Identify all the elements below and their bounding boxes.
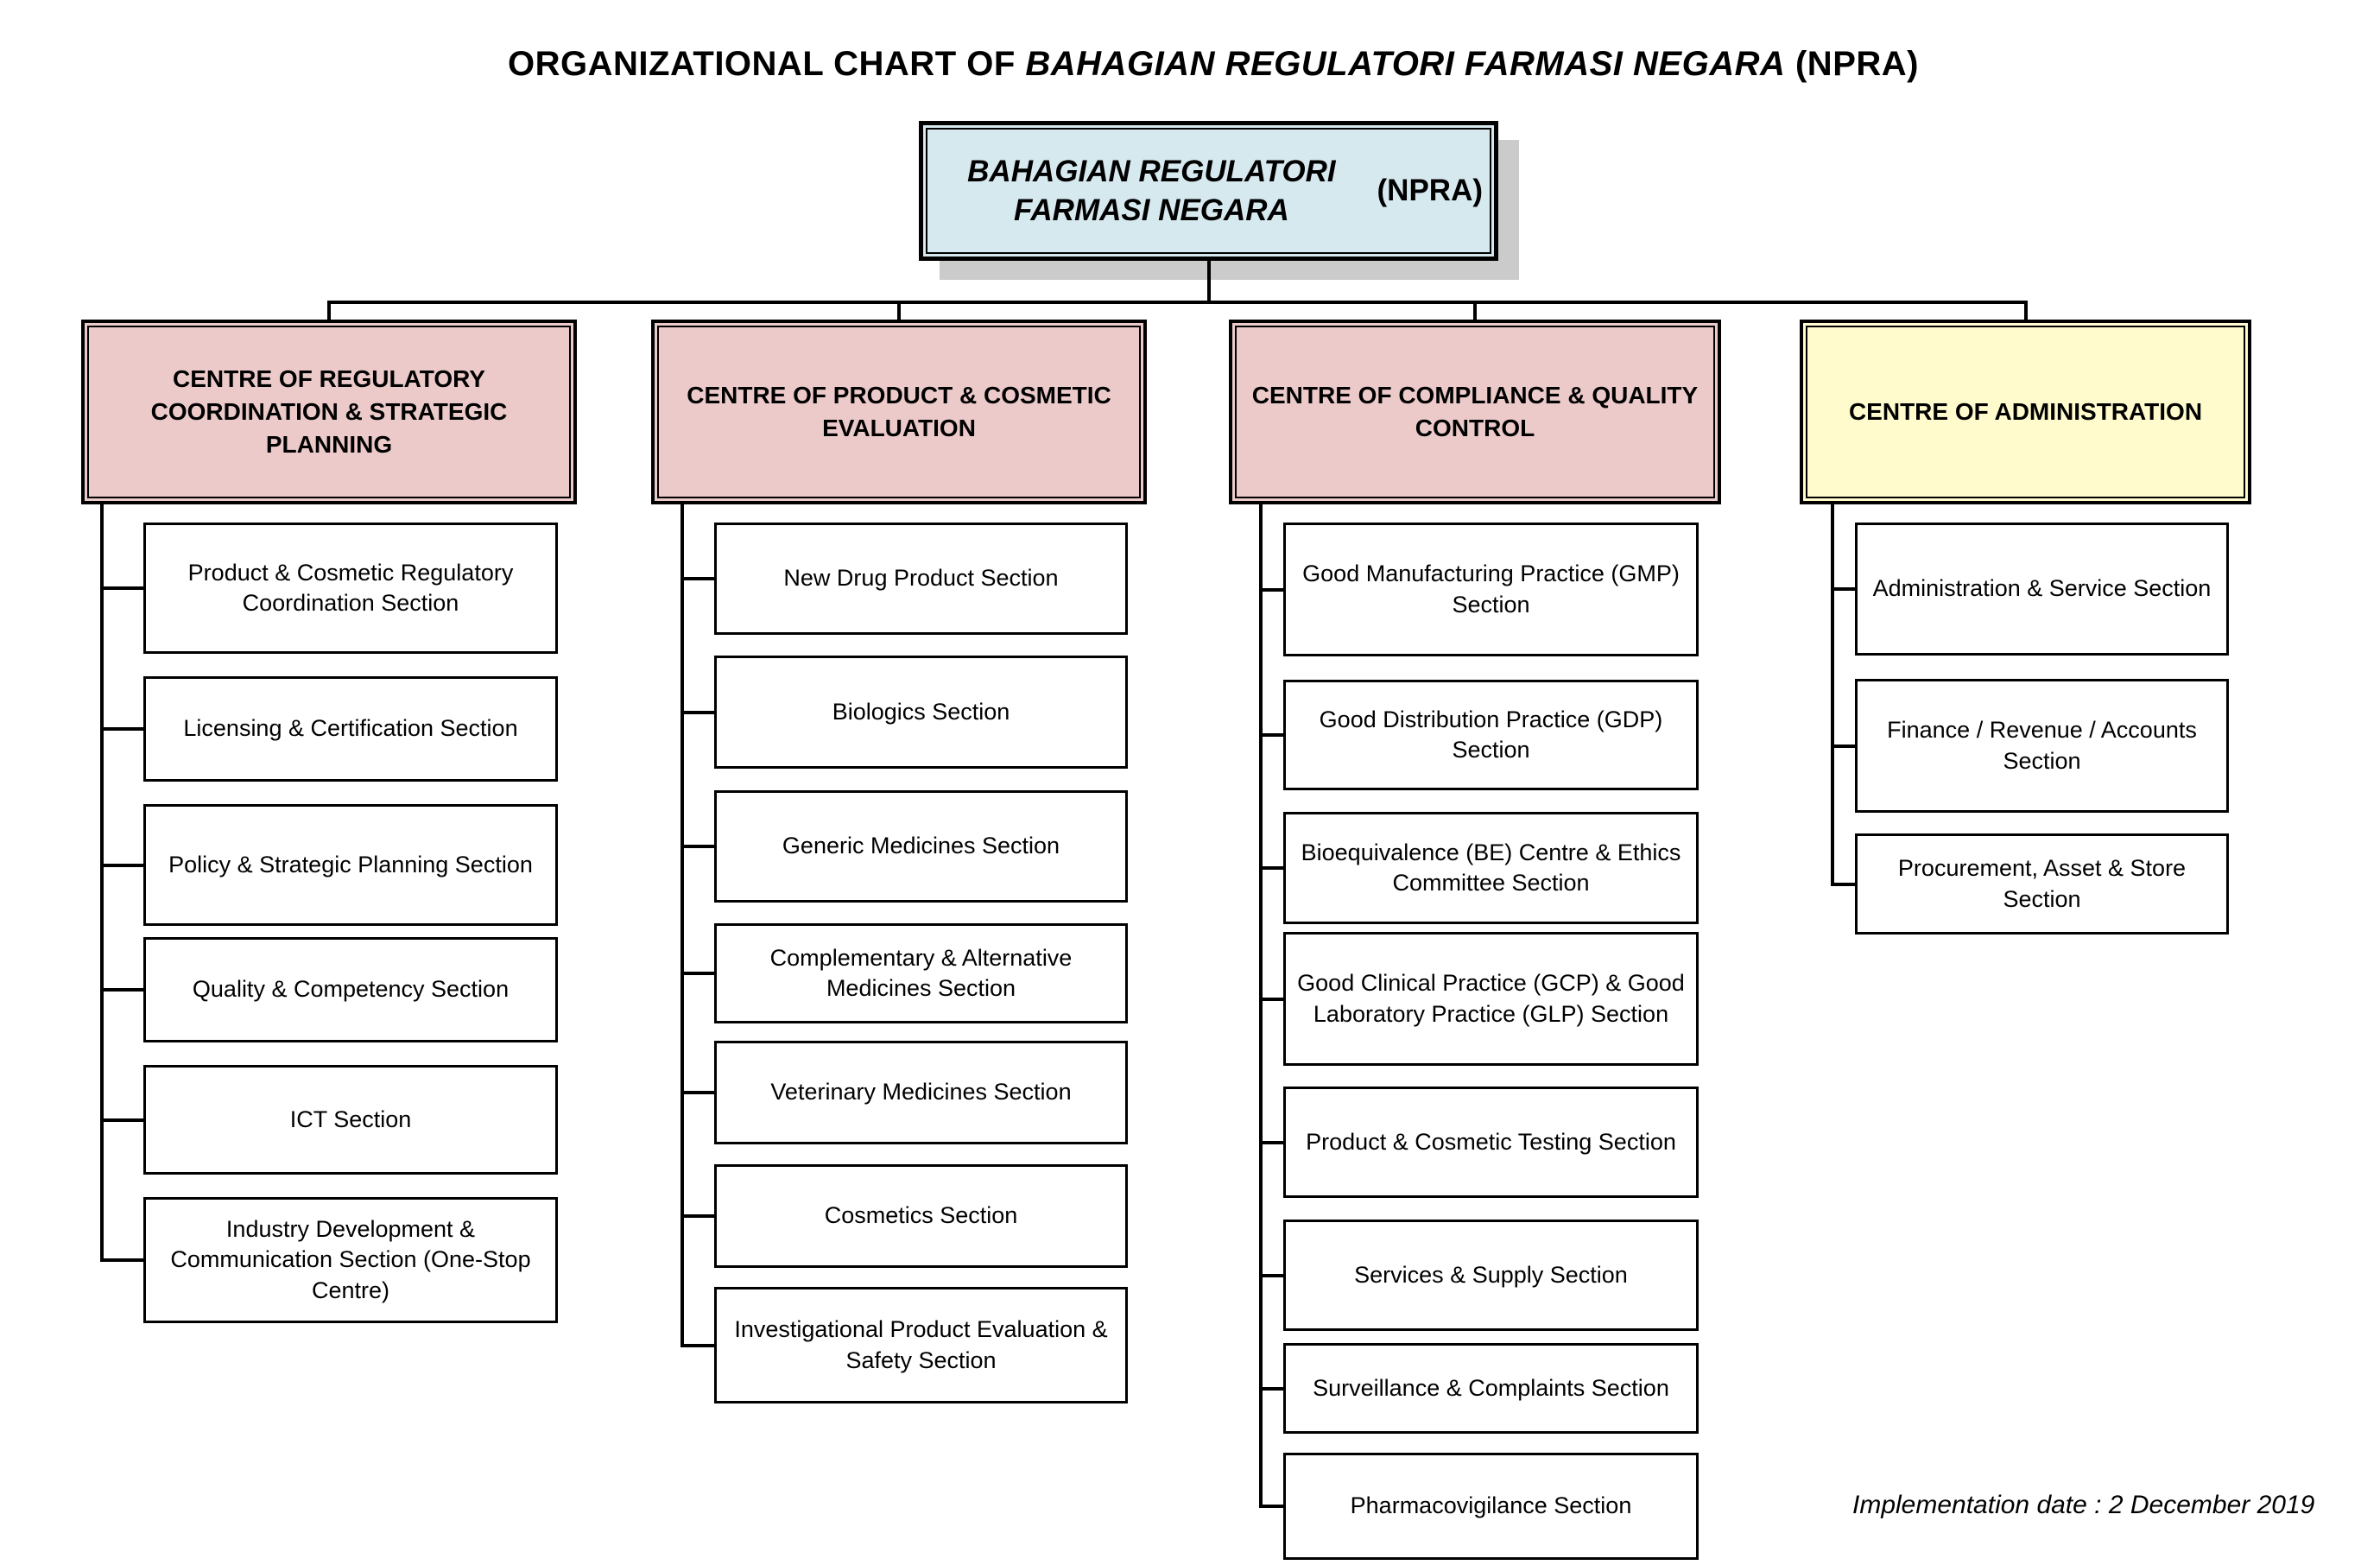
section-connector-line xyxy=(1261,1387,1283,1391)
column-trunk-line xyxy=(1259,504,1263,1508)
section-box: Cosmetics Section xyxy=(714,1164,1128,1268)
centre-box-label: CENTRE OF COMPLIANCE & QUALITY CONTROL xyxy=(1235,326,1715,498)
section-connector-line xyxy=(682,845,714,848)
centre-box-label: CENTRE OF PRODUCT & COSMETIC EVALUATION xyxy=(657,326,1141,498)
section-box: Good Manufacturing Practice (GMP) Section xyxy=(1283,523,1699,656)
section-box: Complementary & Alternative Medicines Section xyxy=(714,923,1128,1023)
implementation-date: Implementation date : 2 December 2019 xyxy=(1852,1491,2315,1519)
section-connector-line xyxy=(1261,1141,1283,1144)
section-box: Licensing & Certification Section xyxy=(143,676,558,782)
section-box: Product & Cosmetic Regulatory Coordination Section xyxy=(143,523,558,654)
section-connector-line xyxy=(102,586,143,590)
section-connector-line xyxy=(682,1214,714,1218)
section-box: Services & Supply Section xyxy=(1283,1220,1699,1331)
section-connector-line xyxy=(1261,588,1283,592)
connector-root-drop xyxy=(1207,261,1211,301)
section-connector-line xyxy=(1832,744,1855,748)
connector-stub-1 xyxy=(327,301,331,320)
section-connector-line xyxy=(1832,587,1855,591)
section-connector-line xyxy=(1832,883,1855,886)
section-box: Industry Development & Communication Section (One-Stop Centre) xyxy=(143,1197,558,1323)
section-box: Biologics Section xyxy=(714,656,1128,769)
section-connector-line xyxy=(1261,998,1283,1001)
column-trunk-line xyxy=(1831,504,1834,886)
section-connector-line xyxy=(1261,1274,1283,1277)
section-box: Policy & Strategic Planning Section xyxy=(143,804,558,926)
section-connector-line xyxy=(682,1344,714,1347)
connector-stub-4 xyxy=(2024,301,2028,320)
section-box: Product & Cosmetic Testing Section xyxy=(1283,1087,1699,1198)
centre-box-compliance-quality-control xyxy=(1229,320,1721,504)
section-connector-line xyxy=(1261,733,1283,737)
section-box: Investigational Product Evaluation & Safety Section xyxy=(714,1287,1128,1403)
connector-stub-3 xyxy=(1473,301,1477,320)
section-box: New Drug Product Section xyxy=(714,523,1128,635)
section-connector-line xyxy=(1261,1505,1283,1508)
page-title-italic: BAHAGIAN REGULATORI FARMASI NEGARA xyxy=(1025,45,1786,83)
section-box: Quality & Competency Section xyxy=(143,937,558,1042)
section-connector-line xyxy=(682,711,714,714)
section-box: Veterinary Medicines Section xyxy=(714,1041,1128,1144)
section-connector-line xyxy=(102,1118,143,1122)
centre-box-regulatory-coordination xyxy=(81,320,577,504)
section-connector-line xyxy=(102,727,143,731)
section-box: Good Clinical Practice (GCP) & Good Laboratory Practice (GLP) Section xyxy=(1283,932,1699,1066)
centre-box-label: CENTRE OF ADMINISTRATION xyxy=(1806,326,2245,498)
root-label-suffix: (NPRA) xyxy=(1377,174,1483,208)
section-box: Finance / Revenue / Accounts Section xyxy=(1855,679,2229,813)
root-label-italic: BAHAGIAN REGULATORI FARMASI NEGARA xyxy=(967,154,1336,227)
column-trunk-line xyxy=(680,504,684,1347)
section-connector-line xyxy=(1261,866,1283,870)
page-title xyxy=(0,45,2380,84)
section-connector-line xyxy=(682,577,714,580)
section-box: Administration & Service Section xyxy=(1855,523,2229,656)
section-box: Surveillance & Complaints Section xyxy=(1283,1343,1699,1434)
section-box: Good Distribution Practice (GDP) Section xyxy=(1283,680,1699,790)
section-box: Procurement, Asset & Store Section xyxy=(1855,833,2229,935)
section-box: Generic Medicines Section xyxy=(714,790,1128,903)
centre-box-administration xyxy=(1800,320,2251,504)
root-box-npra xyxy=(919,121,1498,261)
section-box: Bioequivalence (BE) Centre & Ethics Committee Section xyxy=(1283,812,1699,924)
centre-box-product-cosmetic-evaluation xyxy=(651,320,1147,504)
page-title-prefix: ORGANIZATIONAL CHART OF xyxy=(508,45,1026,83)
connector-hline xyxy=(329,301,2028,304)
section-box: ICT Section xyxy=(143,1065,558,1175)
connector-stub-2 xyxy=(897,301,901,320)
section-box: Pharmacovigilance Section xyxy=(1283,1453,1699,1560)
column-trunk-line xyxy=(100,504,104,1262)
page-title-suffix: (NPRA) xyxy=(1785,45,1919,83)
section-connector-line xyxy=(102,1258,143,1262)
section-connector-line xyxy=(102,864,143,867)
root-box-label xyxy=(926,128,1491,254)
section-connector-line xyxy=(682,972,714,975)
section-connector-line xyxy=(102,988,143,992)
section-connector-line xyxy=(682,1091,714,1094)
centre-box-label: CENTRE OF REGULATORY COORDINATION & STRATEGIC PLANNING xyxy=(87,326,571,498)
